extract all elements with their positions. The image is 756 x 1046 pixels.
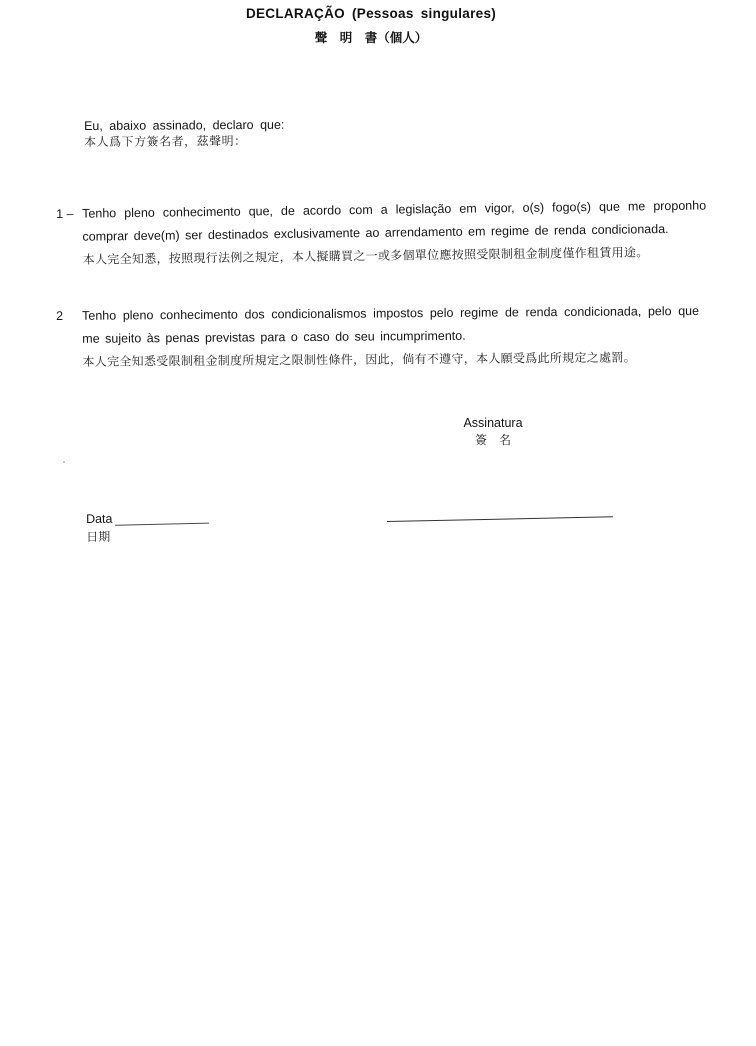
date-block: [86, 511, 210, 545]
declaration-item-1: [56, 194, 707, 270]
signature-label-portuguese: Assinatura: [463, 416, 523, 430]
document-title-chinese: 聲 明 書（個人）: [314, 31, 428, 45]
intro-text-portuguese: Eu, abaixo assinado, declaro que:: [84, 117, 285, 133]
intro-text-chinese: 本人爲下方簽名者，茲聲明：: [84, 134, 247, 149]
date-label-portuguese: Data: [86, 511, 113, 526]
document-header: [0, 6, 742, 46]
item-1-text-portuguese: Tenho pleno conhecimento que, de acordo com a legislação em vigor, o(s) fogo(s) que me proponho comprar deve(m) ser destinados exclusivamente ao arrendamento em regime de renda condicionada.: [82, 198, 707, 244]
date-label-chinese: 日期: [86, 529, 111, 544]
item-1-text-chinese: 本人完全知悉，按照現行法例之規定，本人擬購買之一或多個單位應按照受限制租金制度僅作租賃用途。: [82, 245, 649, 267]
declaration-item-2: [56, 300, 700, 372]
signature-label-chinese: 簽 名: [474, 433, 511, 447]
item-1-body: [82, 194, 707, 269]
item-2-number: 2: [56, 308, 64, 323]
scan-artifact-dot: [63, 461, 65, 463]
item-1-number: 1 –: [56, 206, 74, 221]
item-2-body: [82, 300, 700, 372]
declaration-intro: [84, 117, 285, 151]
document-title-portuguese: DECLARAÇÃO (Pessoas singulares): [245, 6, 497, 21]
signature-line: [387, 507, 613, 522]
item-2-text-chinese: 本人完全知悉受限制租金制度所規定之限制性條件，因此，倘有不遵守，本人願受爲此所規定之處罰。: [82, 350, 637, 369]
item-2-text-portuguese: Tenho pleno conhecimento dos condicionalismos impostos pelo regime de renda condicionada, pelo que me sujeito às penas previstas para o caso do seu incumprimento.: [82, 303, 700, 346]
signature-label-block: [420, 416, 566, 448]
date-line: [115, 512, 209, 526]
